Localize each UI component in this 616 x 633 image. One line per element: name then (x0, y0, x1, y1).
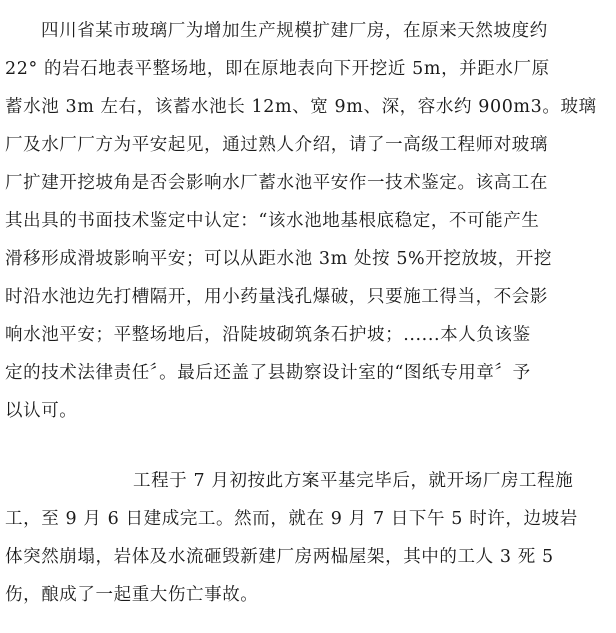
paragraph-1-line-9: 响水池平安；平整场地后，沿陡坡砌筑条石护坡；......本人负该鉴 (5, 325, 531, 345)
paragraph-1-line-4: 厂及水厂厂方为平安起见，通过熟人介绍，请了一高级工程师对玻璃 (5, 135, 548, 155)
paragraph-1-line-7: 滑移形成滑坡影响平安；可以从距水池 3m 处按 5%开挖放坡，开挖 (5, 249, 552, 269)
paragraph-1-line-1: 四川省某市玻璃厂为增加生产规模扩建厂房，在原来天然坡度约 (41, 21, 548, 41)
paragraph-2-line-2: 工，至 9 月 6 日建成完工。然而，就在 9 月 7 日下午 5 时许，边坡岩 (5, 509, 578, 529)
paragraph-1-line-6: 其出具的书面技术鉴定中认定：“该水池地基根底稳定，不可能产生 (5, 211, 540, 231)
paragraph-2-line-4: 伤，酿成了一起重大伤亡事故。 (5, 585, 259, 605)
paragraph-1-line-10: 定的技术法律责任〞。最后还盖了县勘察设计室的“图纸专用章〞予 (5, 363, 531, 383)
paragraph-1-line-5: 厂扩建开挖坡角是否会影响水厂蓄水池平安作一技术鉴定。该高工在 (5, 173, 548, 193)
paragraph-1-line-2: 22° 的岩石地表平整场地，即在原地表向下开挖近 5m，并距水厂原 (5, 59, 550, 79)
paragraph-1-line-3: 蓄水池 3m 左右，该蓄水池长 12m、宽 9m、深，容水约 900m3。玻璃 (5, 97, 597, 117)
paragraph-1-line-11: 以认可。 (5, 401, 78, 421)
paragraph-2-line-3: 体突然崩塌，岩体及水流砸毁新建厂房两榀屋架，其中的工人 3 死 5 (5, 547, 554, 567)
paragraph-1-line-8: 时沿水池边先打槽隔开，用小药量浅孔爆破，只要施工得当，不会影 (5, 287, 548, 307)
paragraph-2-line-1: 工程于 7 月初按此方案平基完毕后，就开场厂房工程施 (133, 471, 574, 491)
